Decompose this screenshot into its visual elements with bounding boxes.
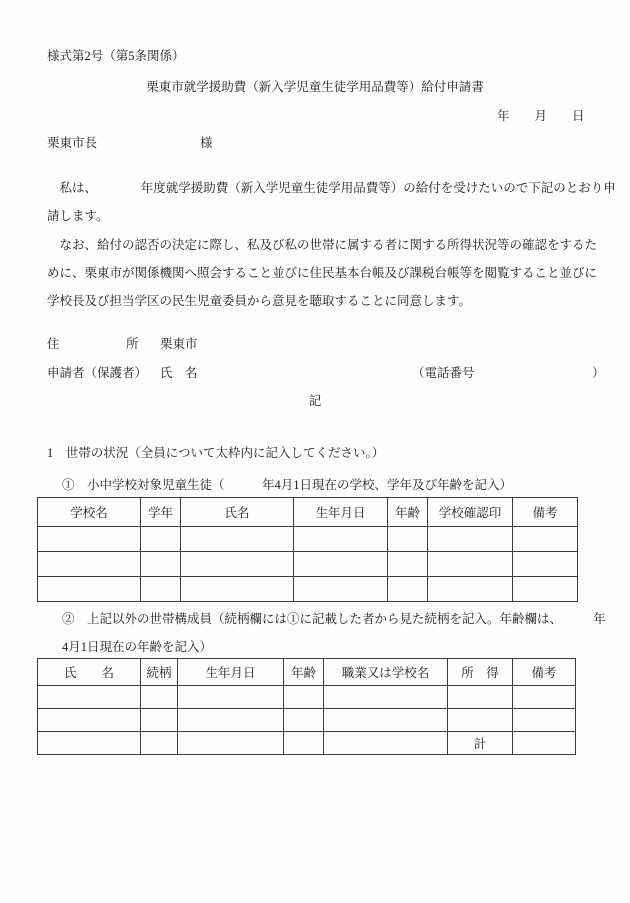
item2-heading-line1: ② 上記以外の世帯構成員（続柄欄には①に記載した者から見た続柄を記入。年齢欄は、 年 bbox=[62, 612, 606, 626]
col-header-school-seal: 学校確認印 bbox=[428, 498, 513, 527]
empty-cell bbox=[513, 577, 578, 602]
household-members-table bbox=[37, 658, 576, 755]
empty-cell bbox=[428, 552, 513, 577]
empty-cell bbox=[141, 686, 178, 709]
empty-cell bbox=[324, 709, 448, 732]
intro-paragraph2-line2: めに、栗東市が関係機関へ照会すること並びに住民基本台帳及び課税台帳等を閲覧すること並びに bbox=[47, 266, 598, 280]
students-table-row bbox=[38, 552, 578, 577]
empty-cell bbox=[181, 577, 294, 602]
empty-cell bbox=[388, 527, 428, 552]
empty-cell bbox=[428, 577, 513, 602]
col-header-income: 所 得 bbox=[448, 659, 513, 686]
empty-cell bbox=[178, 732, 284, 755]
empty-cell bbox=[388, 577, 428, 602]
addressee: 栗東市長 bbox=[47, 136, 98, 150]
empty-cell bbox=[513, 527, 578, 552]
intro-paragraph1-line2: 請します。 bbox=[47, 209, 109, 223]
empty-cell bbox=[448, 686, 513, 709]
address-label-left: 住 bbox=[47, 337, 60, 351]
applicant-name-label: 氏 名 bbox=[160, 366, 198, 380]
col-header-name: 氏名 bbox=[181, 498, 294, 527]
col-header-age: 年齢 bbox=[388, 498, 428, 527]
empty-cell bbox=[284, 709, 324, 732]
phone-label: （電話番号 bbox=[412, 366, 475, 380]
empty-cell bbox=[513, 732, 576, 755]
phone-close-paren: ） bbox=[592, 366, 605, 380]
empty-cell bbox=[294, 527, 388, 552]
applicant-label: 申請者（保護者） bbox=[47, 366, 148, 380]
empty-cell bbox=[513, 686, 576, 709]
address-label-right: 所 bbox=[126, 337, 139, 351]
empty-cell bbox=[141, 527, 181, 552]
col-header-occupation: 職業又は学校名 bbox=[324, 659, 448, 686]
col-header-member-remarks: 備考 bbox=[513, 659, 576, 686]
empty-cell bbox=[38, 527, 141, 552]
empty-cell bbox=[141, 709, 178, 732]
section1-heading: 1 世帯の状況（全員について太枠内に記入してください。） bbox=[47, 446, 385, 460]
col-header-member-birthdate: 生年月日 bbox=[178, 659, 284, 686]
col-header-grade: 学年 bbox=[141, 498, 181, 527]
empty-cell bbox=[38, 552, 141, 577]
form-number: 様式第2号（第5条関係） bbox=[47, 49, 185, 63]
addressee-honorific: 様 bbox=[200, 136, 213, 150]
household-table-row bbox=[38, 686, 576, 709]
empty-cell bbox=[428, 527, 513, 552]
col-header-remarks: 備考 bbox=[513, 498, 578, 527]
household-table-row bbox=[38, 732, 576, 755]
col-header-birthdate: 生年月日 bbox=[294, 498, 388, 527]
empty-cell bbox=[294, 577, 388, 602]
students-table-row bbox=[38, 527, 578, 552]
date-line: 年 月 日 bbox=[497, 109, 585, 123]
empty-cell bbox=[181, 552, 294, 577]
intro-paragraph1-line1: 私は、 年度就学援助費（新入学児童生徒学用品費等）の給付を受けたいので下記のとおり申 bbox=[47, 181, 616, 195]
household-table-header-row bbox=[38, 659, 576, 686]
empty-cell bbox=[284, 732, 324, 755]
empty-cell bbox=[181, 527, 294, 552]
empty-cell bbox=[513, 709, 576, 732]
empty-cell bbox=[38, 732, 141, 755]
empty-cell bbox=[513, 552, 578, 577]
empty-cell bbox=[38, 577, 141, 602]
col-header-school-name: 学校名 bbox=[38, 498, 141, 527]
household-table-row bbox=[38, 709, 576, 732]
students-table bbox=[37, 497, 578, 602]
empty-cell bbox=[38, 709, 141, 732]
empty-cell bbox=[141, 552, 181, 577]
item1-heading: ① 小中学校対象児童生徒（ 年4月1日現在の学校、学年及び年齢を記入） bbox=[62, 478, 513, 492]
page-title: 栗東市就学援助費（新入学児童生徒学用品費等）給付申請書 bbox=[146, 80, 484, 94]
item2-heading-line2: 4月1日現在の年齢を記入） bbox=[62, 640, 213, 654]
ki-marker: 記 bbox=[308, 394, 322, 408]
empty-cell bbox=[324, 732, 448, 755]
empty-cell bbox=[448, 709, 513, 732]
income-total-cell: 計 bbox=[448, 732, 513, 755]
empty-cell bbox=[388, 552, 428, 577]
intro-paragraph2-line3: 学校長及び担当学区の民生児童委員から意見を聴取することに同意します。 bbox=[47, 294, 472, 308]
col-header-relationship: 続柄 bbox=[141, 659, 178, 686]
intro-paragraph2-line1: なお、給付の認否の決定に際し、私及び私の世帯に属する者に関する所得状況等の確認をするた bbox=[47, 238, 598, 252]
students-table-header-row bbox=[38, 498, 578, 527]
col-header-member-name: 氏 名 bbox=[38, 659, 141, 686]
empty-cell bbox=[38, 686, 141, 709]
empty-cell bbox=[284, 686, 324, 709]
empty-cell bbox=[324, 686, 448, 709]
address-value: 栗東市 bbox=[160, 337, 198, 351]
empty-cell bbox=[178, 709, 284, 732]
col-header-member-age: 年齢 bbox=[284, 659, 324, 686]
empty-cell bbox=[178, 686, 284, 709]
students-table-row bbox=[38, 577, 578, 602]
empty-cell bbox=[141, 732, 178, 755]
empty-cell bbox=[294, 552, 388, 577]
empty-cell bbox=[141, 577, 181, 602]
